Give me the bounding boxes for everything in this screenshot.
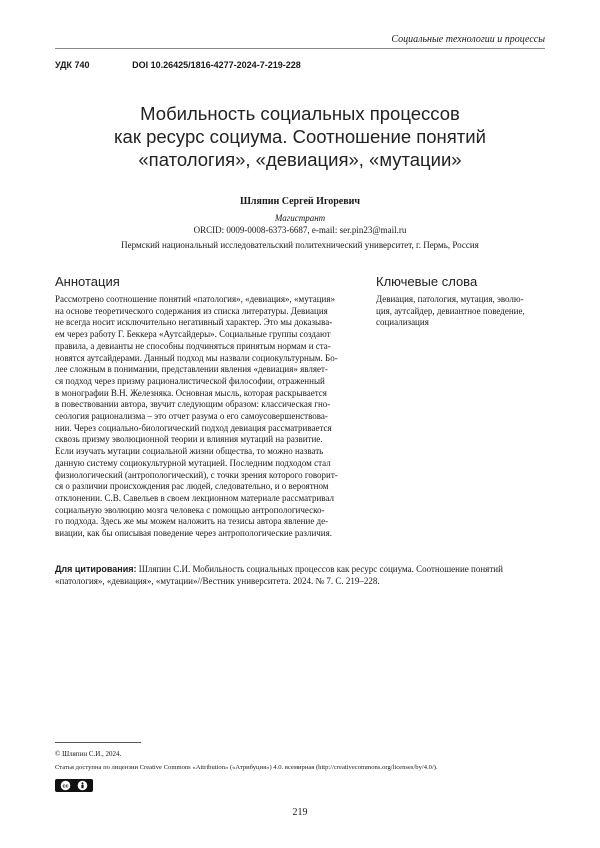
page-number: 219 bbox=[292, 807, 308, 818]
keywords-line: ция, аутсайдер, девиантное поведение, bbox=[376, 305, 525, 316]
abstract-line: правила, а девианты не способны подчиняться принятым нормам и ста- bbox=[55, 340, 331, 351]
keywords-heading: Ключевые слова bbox=[376, 274, 478, 289]
abstract-line: ем через работу Г. Беккера «Аутсайдеры». Социальные группы создают bbox=[55, 329, 331, 340]
abstract-line: социальную эволюцию мозга человека с помощью антропологическо- bbox=[55, 504, 325, 515]
abstract-line: отклонении. С.В. Савельев в своем лекционном материале рассматривал bbox=[55, 492, 334, 503]
abstract-line: виации, как бы описывая поведение через антропологические различия. bbox=[55, 528, 333, 539]
abstract-line: Если изучать мутации социальной жизни общества, то можно назвать bbox=[55, 446, 324, 457]
author-block bbox=[0, 196, 600, 235]
abstract-line: физиологический (антропологический), с точки зрения которого говорит- bbox=[55, 469, 338, 480]
title-line: Мобильность социальных процессов bbox=[140, 103, 460, 124]
doi-code: DOI 10.26425/1816-4277-2024-7-219-228 bbox=[132, 60, 301, 70]
abstract-line: не всегда носит исключительно негативный характер. Это мы доказыва- bbox=[55, 317, 333, 328]
citation-label: Для цитирования: bbox=[55, 564, 137, 574]
abstract-line: го подхода. Здесь же мы можем наложить на тезисы автора явление де- bbox=[55, 516, 329, 527]
abstract-line: сквозь призму эволюционной теории и влияния мутаций на развитие. bbox=[55, 434, 323, 445]
abstract-line: на основе теоретического содержания из списка литературы. Девиация bbox=[55, 305, 328, 316]
citation-text: Шляпин С.И. Мобильность социальных процессов как ресурс социума. Соотношение понятий bbox=[136, 564, 503, 574]
udk-code: УДК 740 bbox=[55, 60, 90, 70]
cc-icon bbox=[60, 780, 71, 791]
running-title: Социальные технологии и процессы bbox=[391, 34, 545, 45]
author-orcid: ORCID: 0009-0008-6373-6687, e-mail: ser.pin23@mail.ru bbox=[193, 225, 407, 235]
keywords-text bbox=[376, 294, 546, 329]
abstract-line: Рассмотрено соотношение понятий «патология», «девиация», «мутация» bbox=[55, 294, 336, 304]
citation-block bbox=[55, 563, 547, 587]
article-meta bbox=[55, 60, 301, 70]
abstract-line: данную систему социокультурной мутацией. Последним подходом стал bbox=[55, 457, 331, 468]
title-line: как ресурс социума. Соотношение понятий bbox=[114, 126, 486, 147]
abstract-line: в повествовании автора, звучит следующим образом: классическая гно- bbox=[55, 399, 331, 410]
abstract-line: новятся аутсайдерами. Данный подход мы назвали социокультурным. Бо- bbox=[55, 352, 338, 363]
keywords-line: социализация bbox=[376, 317, 429, 328]
header-rule bbox=[55, 48, 545, 49]
citation-text: «патология», «девиация», «мутации»//Вестник университета. 2024. № 7. С. 219–228. bbox=[55, 576, 380, 586]
abstract-text bbox=[55, 294, 362, 540]
svg-text:cc: cc bbox=[62, 783, 69, 790]
keywords-line: Девиация, патология, мутация, эволю- bbox=[376, 294, 524, 304]
abstract-line: нии. Через социально-биологический подход девиация рассматривается bbox=[55, 422, 332, 433]
abstract-line: сеология рационализма – это отчет разума о его самоусовершенствова- bbox=[55, 411, 328, 422]
title-line: «патология», «девиация», «мутации» bbox=[138, 149, 462, 170]
article-title bbox=[70, 102, 530, 171]
abstract-line: ся подход через призму рационалистической философии, отраженный bbox=[55, 375, 325, 386]
abstract-line: в монографии В.Н. Железняка. Основная мысль, которая раскрывается bbox=[55, 387, 327, 398]
copyright-notice: © Шляпин С.И., 2024. bbox=[55, 750, 122, 758]
author-name: Шляпин Сергей Игоревич bbox=[239, 196, 361, 207]
license-notice: Статья доступна по лицензии Creative Commons «Attribution» («Атрибуция») 4.0. всемирная (http://creativecommons.org/licenses/by/4.0/). bbox=[55, 764, 438, 771]
attribution-icon bbox=[77, 780, 88, 791]
abstract-line: ся о различии происхождения рас людей, следовательно, и о вероятном bbox=[55, 481, 329, 492]
abstract-line: лее сложным в понимании, представлении явления «девиация» являет- bbox=[55, 364, 328, 375]
footnote-rule bbox=[55, 742, 141, 743]
cc-by-icon bbox=[55, 779, 93, 792]
abstract-heading: Аннотация bbox=[55, 274, 120, 289]
author-affiliation: Пермский национальный исследовательский политехнический университет, г. Пермь, Россия bbox=[121, 240, 479, 250]
author-position: Магистрант bbox=[274, 213, 326, 223]
